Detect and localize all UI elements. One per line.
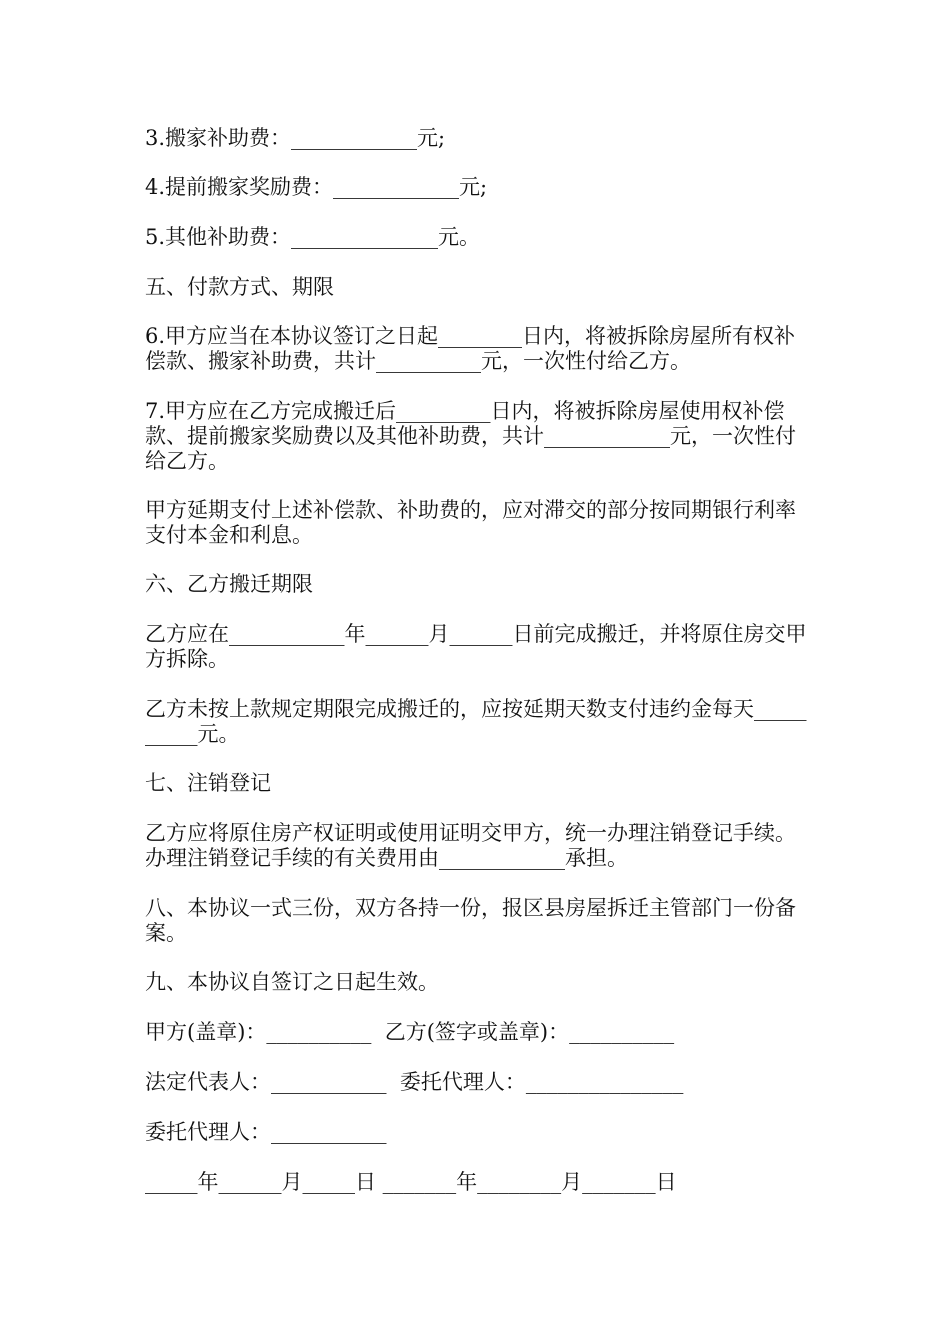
item-6-paragraph: 6.甲方应当在本协议签订之日起________日内，将被拆除房屋所有权补偿款、搬家补助费，共计__________元，一次性付给乙方。 [145, 324, 796, 373]
signature-line-parties: 甲方(盖章)：__________ 乙方(签字或盖章)：__________ [145, 1020, 675, 1044]
section-9-paragraph: 九、本协议自签订之日起生效。 [145, 970, 439, 994]
section-6-heading: 六、乙方搬迁期限 [145, 572, 313, 596]
signature-line-agent: 委托代理人：___________ [145, 1120, 387, 1144]
deregistration-paragraph: 乙方应将原住房产权证明或使用证明交甲方，统一办理注销登记手续。办理注销登记手续的有关费用由____________承担。 [145, 821, 796, 870]
penalty-paragraph: 乙方未按上款规定期限完成搬迁的，应按延期天数支付违约金每天__________元。 [145, 697, 807, 746]
section-5-heading: 五、付款方式、期限 [145, 275, 334, 299]
item-7-paragraph: 7.甲方应在乙方完成搬迁后_________日内，将被拆除房屋使用权补偿款、提前搬家奖励费以及其他补助费，共计____________元，一次性付给乙方。 [145, 399, 796, 473]
item-5-other-subsidy: 5.其他补助费：______________元。 [145, 225, 481, 249]
relocation-deadline-paragraph: 乙方应在___________年______月______日前完成搬迁，并将原住房交甲方拆除。 [145, 622, 807, 671]
section-8-paragraph: 八、本协议一式三份，双方各持一份，报区县房屋拆迁主管部门一份备案。 [145, 896, 796, 945]
item-3-moving-subsidy: 3.搬家补助费：____________元; [145, 126, 446, 150]
section-7-heading: 七、注销登记 [145, 771, 271, 795]
signature-line-representatives: 法定代表人：___________ 委托代理人：_______________ [145, 1070, 684, 1094]
item-4-early-moving-reward: 4.提前搬家奖励费：____________元; [145, 175, 488, 199]
late-payment-paragraph: 甲方延期支付上述补偿款、补助费的，应对滞交的部分按同期银行利率支付本金和利息。 [145, 498, 796, 547]
signature-line-dates: _____年______月_____日 _______年________月_______日 [145, 1170, 677, 1194]
